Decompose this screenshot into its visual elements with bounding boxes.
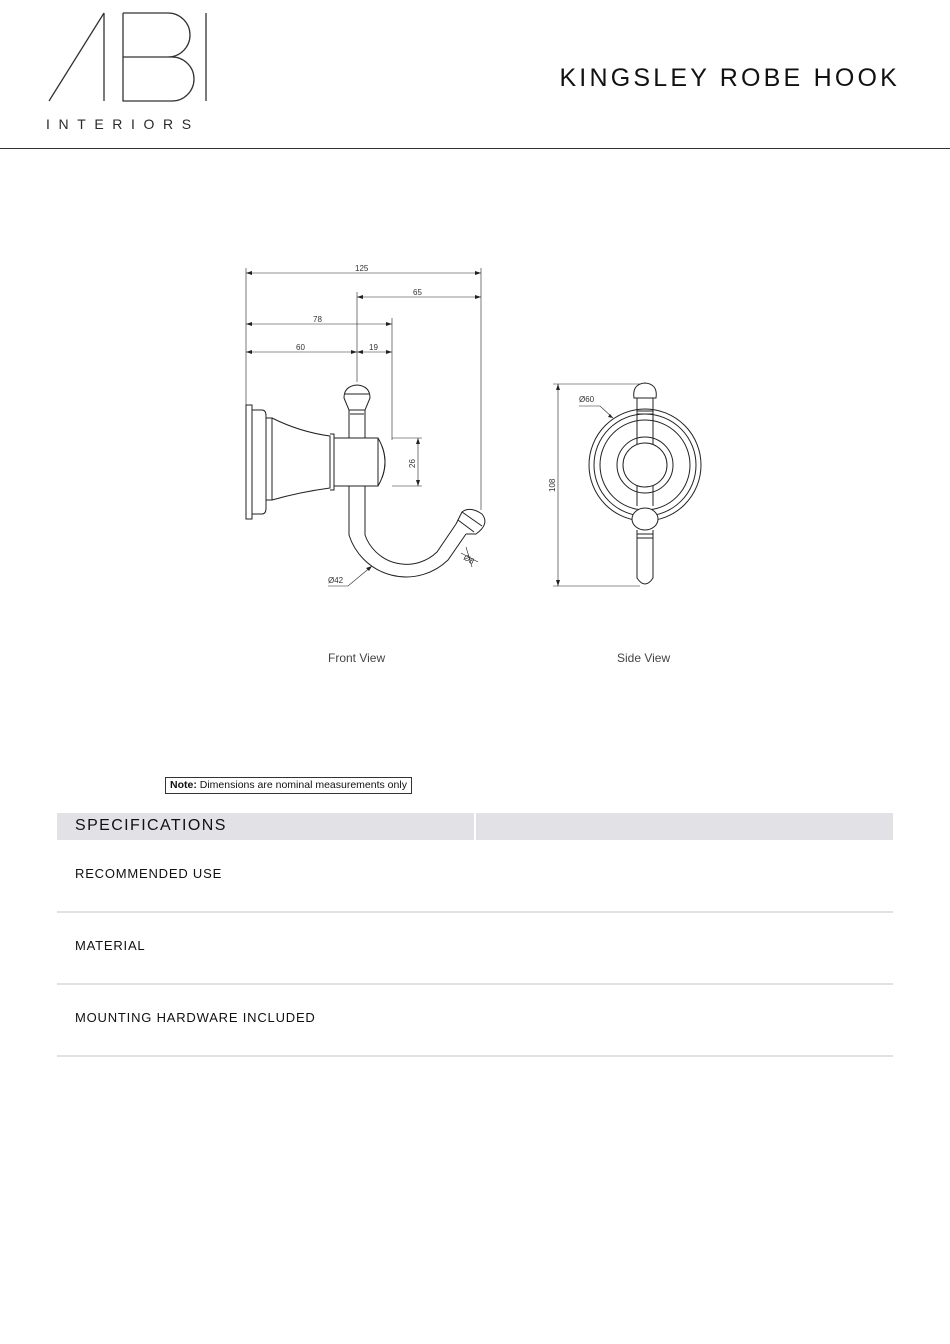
dim-base-depth: 60 xyxy=(296,343,305,352)
note-text: Dimensions are nominal measurements only xyxy=(199,779,407,791)
spec-row-recommended-use xyxy=(57,840,893,913)
dim-hook-reach: 65 xyxy=(413,288,422,297)
spec-label: RECOMMENDED USE xyxy=(75,866,223,881)
dim-bend-diameter: Ø42 xyxy=(328,576,344,585)
spec-label: MATERIAL xyxy=(75,938,146,953)
spec-label: MOUNTING HARDWARE INCLUDED xyxy=(75,1010,316,1025)
note-prefix: Note: xyxy=(170,779,197,791)
spec-row-material xyxy=(57,912,893,985)
page-title: KINGSLEY ROBE HOOK xyxy=(559,64,900,92)
dim-knob-height: 26 xyxy=(408,459,417,468)
dim-depth-to-hook: 78 xyxy=(313,315,322,324)
front-view-label: Front View xyxy=(328,651,386,665)
header-column-divider xyxy=(474,813,476,840)
logo-wordmark: INTERIORS xyxy=(46,116,200,132)
specifications-title: SPECIFICATIONS xyxy=(75,817,227,834)
dim-knob-offset: 19 xyxy=(369,343,378,352)
dimensions-note xyxy=(165,777,412,794)
dim-base-diameter: Ø60 xyxy=(579,395,595,404)
dim-tip-diameter: Ø8 xyxy=(462,552,476,567)
side-view-label: Side View xyxy=(617,651,671,665)
dim-overall-width: 125 xyxy=(355,264,369,273)
dim-overall-height: 108 xyxy=(548,478,557,492)
spec-row-mounting-hardware xyxy=(57,984,893,1057)
specifications-header xyxy=(57,813,893,840)
